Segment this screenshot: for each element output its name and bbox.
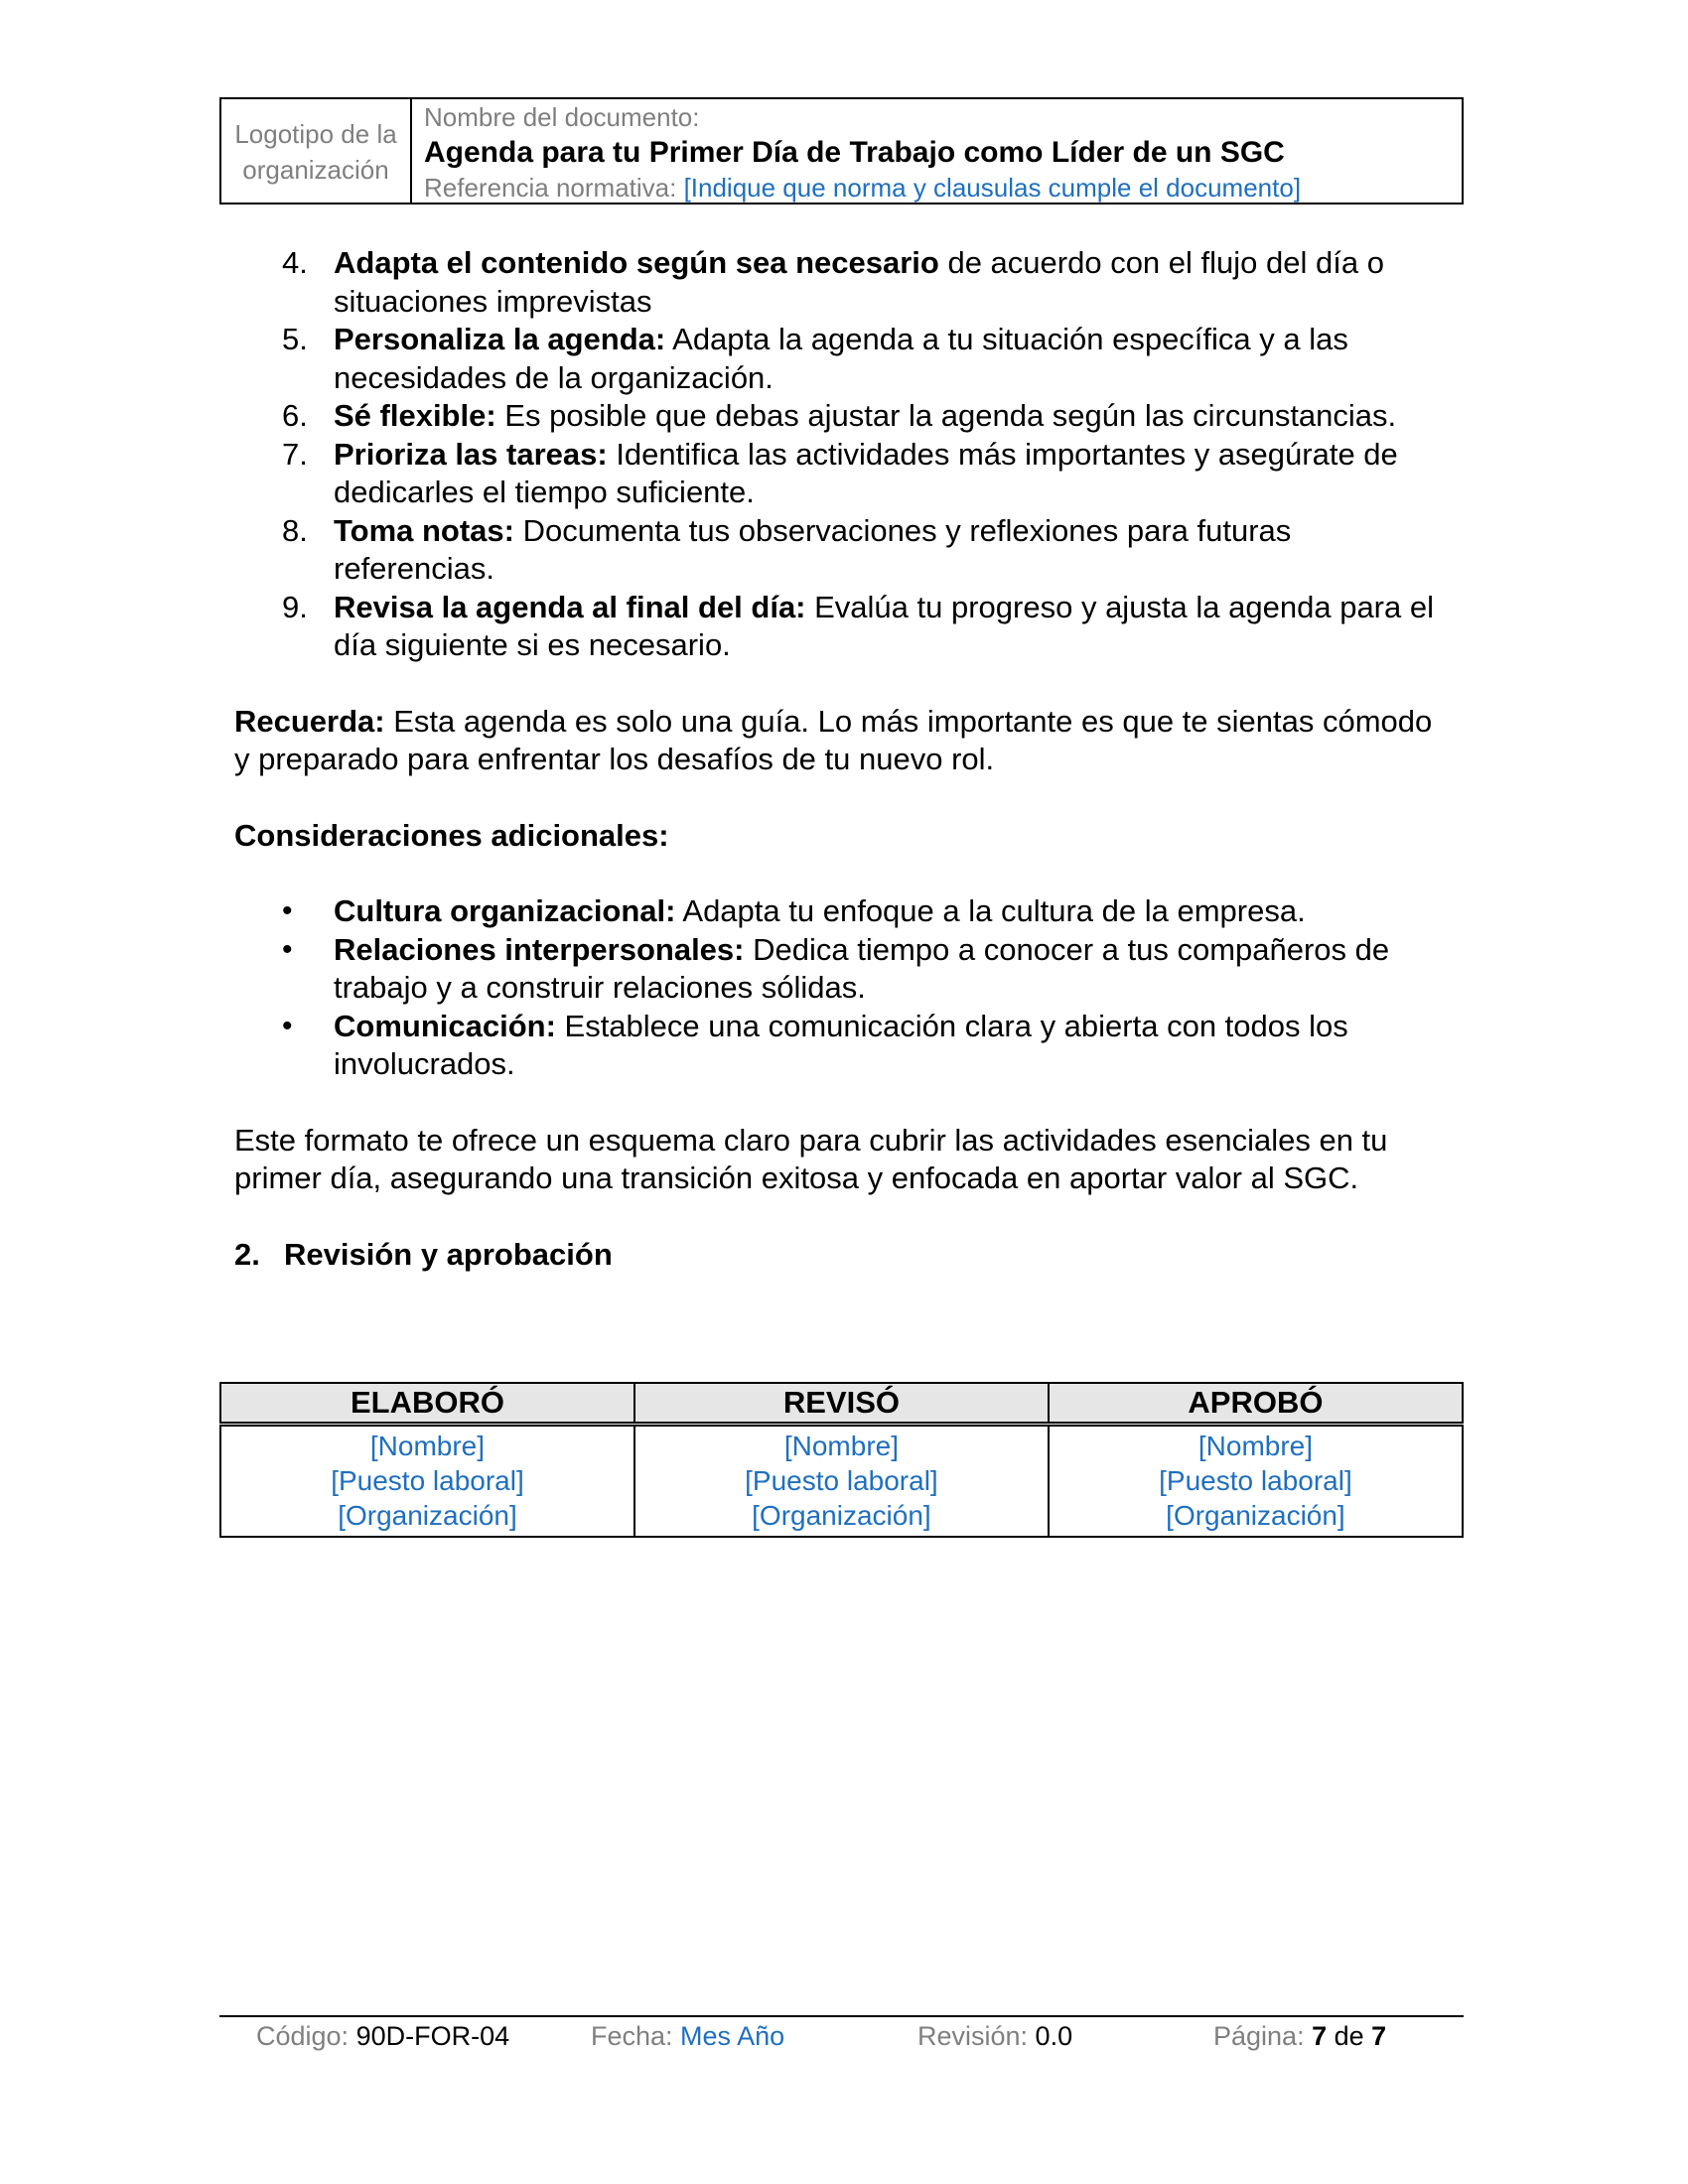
- name-field[interactable]: [Nombre]: [1197, 1431, 1314, 1461]
- item-text: Establece una comunicación clara y abierta con todos los involucrados.: [334, 1008, 1348, 1081]
- ref-label: Referencia normativa:: [424, 173, 684, 203]
- list-item: [234, 892, 1456, 931]
- ref-value: [Indique que norma y clausulas cumple el documento]: [683, 173, 1302, 203]
- list-item: [234, 244, 1456, 321]
- footer-date: Fecha: Mes Año: [591, 2021, 785, 2051]
- section-heading: [234, 1236, 1456, 1275]
- item-bold: Adapta el contenido según sea necesario: [334, 245, 939, 280]
- footer-revision: Revisión: 0.0: [917, 2021, 1073, 2051]
- item-text: de acuerdo con el flujo del día o situaciones imprevistas: [334, 245, 1384, 319]
- date-value: Mes Año: [680, 2021, 785, 2051]
- bullet-icon: •: [282, 932, 293, 966]
- item-text: Adapta la agenda a tu situación específica y a las necesidades de la organización.: [334, 322, 1348, 395]
- item-number: 8.: [282, 512, 308, 548]
- item-number: 5.: [282, 322, 308, 356]
- position-field[interactable]: [Puesto laboral]: [331, 1465, 524, 1496]
- item-text: Dedica tiempo a conocer a tus compañeros de trabajo y a construir relaciones sólidas.: [334, 931, 1390, 1005]
- item-bold: Cultura organizacional:: [334, 893, 676, 928]
- section-number: 2.: [234, 1236, 260, 1272]
- list-item: [234, 589, 1456, 665]
- table-row: [220, 1425, 1463, 1538]
- position-field[interactable]: [Puesto laboral]: [745, 1465, 938, 1496]
- header-aprobo: APROBÓ: [1049, 1383, 1463, 1425]
- logo-placeholder: [221, 99, 412, 203]
- header-reviso: REVISÓ: [634, 1383, 1049, 1425]
- logo-text-line2: organización: [242, 155, 389, 185]
- item-bold: Toma notas:: [334, 512, 514, 548]
- footer-page: Página: 7 de 7: [1213, 2021, 1387, 2051]
- bullet-icon: •: [282, 1009, 293, 1042]
- item-bold: Sé flexible:: [334, 398, 496, 433]
- name-field[interactable]: [Nombre]: [369, 1431, 486, 1461]
- item-text: Evalúa tu progreso y ajusta la agenda para el día siguiente si es necesario.: [334, 589, 1434, 662]
- list-item: [234, 1008, 1456, 1084]
- section-title: Revisión y aprobación: [284, 1236, 613, 1272]
- item-number: 7.: [282, 436, 308, 472]
- item-bold: Comunicación:: [334, 1008, 556, 1043]
- numbered-list: [234, 244, 1456, 665]
- code-value: 90D-FOR-04: [355, 2021, 510, 2051]
- reviso-cell: [634, 1425, 1049, 1538]
- item-text: Documenta tus observaciones y reflexiones para futuras referencias.: [334, 512, 1292, 586]
- item-number: 4.: [282, 245, 308, 280]
- document-header: [219, 97, 1464, 205]
- reminder-paragraph: [234, 703, 1456, 779]
- organization-field[interactable]: [Organización]: [752, 1500, 931, 1531]
- logo-text-line1: Logotipo de la: [234, 119, 397, 149]
- list-item: [234, 931, 1456, 1008]
- list-item: [234, 397, 1456, 436]
- list-item: [234, 321, 1456, 397]
- list-item: [234, 436, 1456, 512]
- page-current: 7: [1312, 2021, 1328, 2051]
- header-elaboro: ELABORÓ: [220, 1383, 634, 1425]
- footer-divider: [219, 2015, 1464, 2017]
- name-field[interactable]: [Nombre]: [783, 1431, 899, 1461]
- item-text: Es posible que debas ajustar la agenda según las circunstancias.: [495, 398, 1397, 433]
- bullet-icon: •: [282, 894, 293, 927]
- normative-reference: [424, 172, 1450, 205]
- additional-heading: Consideraciones adicionales:: [234, 817, 669, 853]
- document-body: [234, 244, 1456, 1274]
- item-text: Adapta tu enfoque a la cultura de la empresa.: [675, 893, 1306, 928]
- closing-paragraph: Este formato te ofrece un esquema claro para cubrir las actividades esenciales en tu primer día, asegurando una transición exitosa y enfocada en aportar valor al SGC.: [234, 1122, 1388, 1195]
- elaboro-cell: [220, 1425, 634, 1538]
- item-bold: Revisa la agenda al final del día:: [334, 589, 806, 624]
- list-item: [234, 512, 1456, 589]
- item-bold: Personaliza la agenda:: [334, 322, 666, 356]
- item-number: 6.: [282, 398, 308, 433]
- aprobo-cell: [1049, 1425, 1463, 1538]
- organization-field[interactable]: [Organización]: [338, 1500, 517, 1531]
- item-text: Identifica las actividades más importantes y asegúrate de dedicarles el tiempo suficiente.: [334, 436, 1398, 509]
- reminder-text: Esta agenda es solo una guía. Lo más importante es que te sientas cómodo y preparado para enfrentar los desafíos de tu nuevo rol.: [234, 703, 1433, 776]
- footer-code: Código: 90D-FOR-04: [256, 2021, 510, 2051]
- item-bold: Relaciones interpersonales:: [334, 931, 745, 967]
- item-bold: Prioriza las tareas:: [334, 436, 608, 472]
- position-field[interactable]: [Puesto laboral]: [1159, 1465, 1352, 1496]
- reminder-label: Recuerda:: [234, 703, 385, 739]
- item-number: 9.: [282, 589, 308, 624]
- approval-table: [219, 1382, 1464, 1538]
- organization-field[interactable]: [Organización]: [1166, 1500, 1345, 1531]
- revision-value: 0.0: [1035, 2021, 1073, 2051]
- doc-title: Agenda para tu Primer Día de Trabajo como Líder de un SGC: [424, 136, 1285, 169]
- doc-name-label: Nombre del documento:: [424, 102, 700, 132]
- bullet-list: [234, 892, 1456, 1084]
- document-info: [412, 99, 1462, 203]
- page-total: 7: [1371, 2021, 1387, 2051]
